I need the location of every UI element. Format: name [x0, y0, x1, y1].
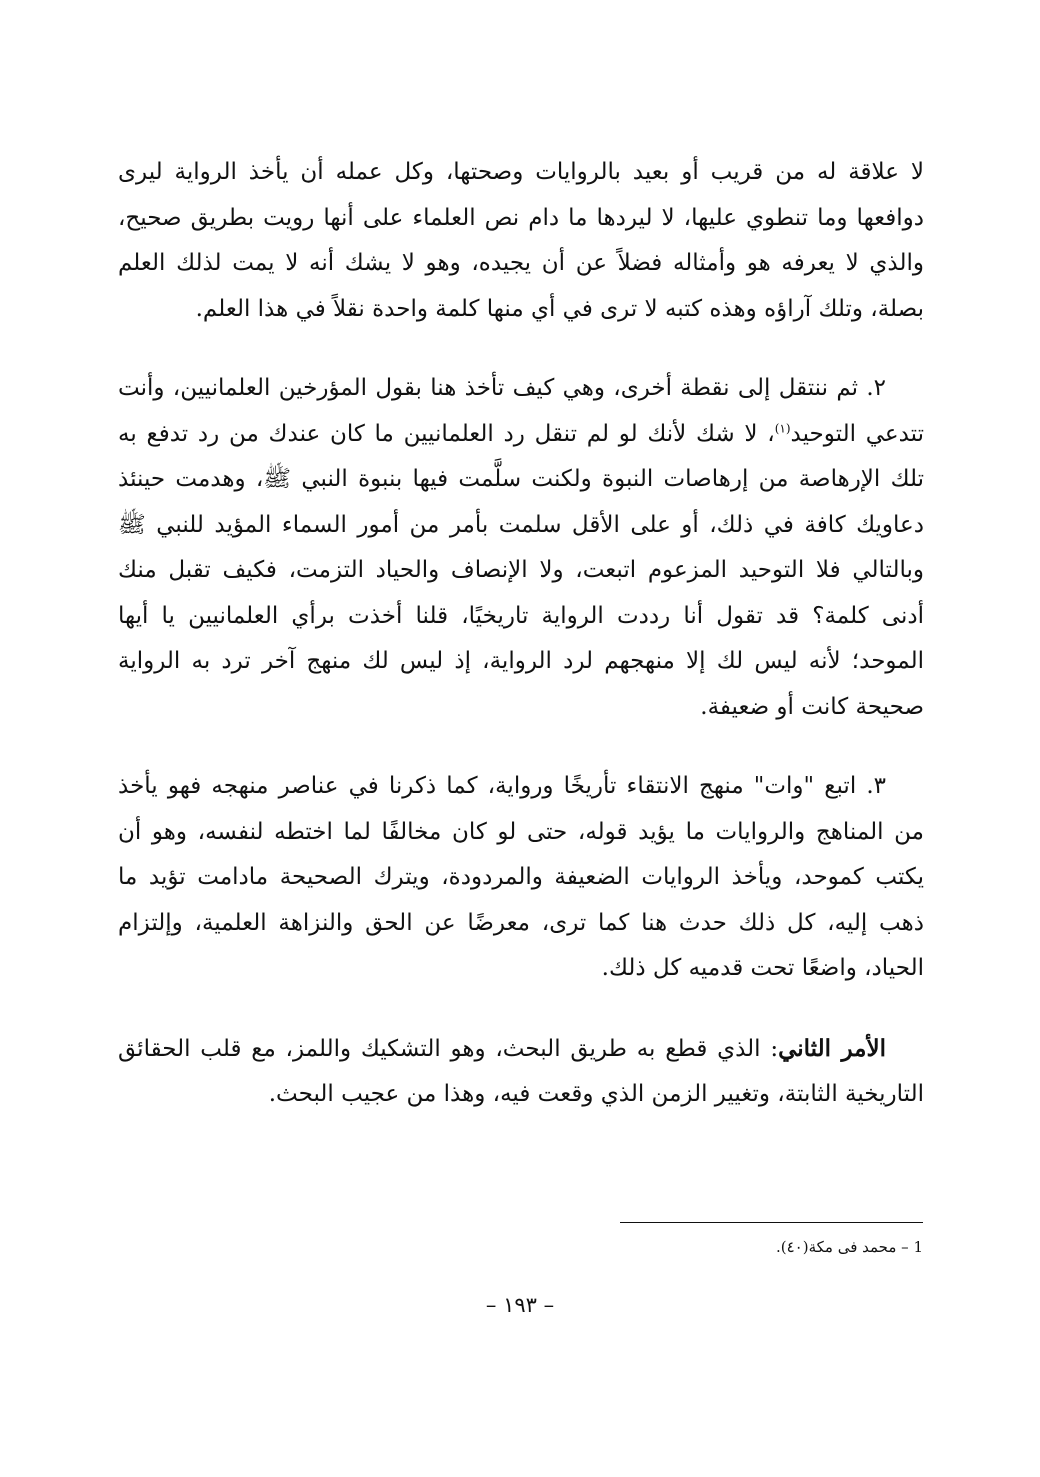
- paragraph-1: [118, 150, 924, 332]
- paragraph-3-text: ٣. اتبع "وات" منهج الانتقاء تأريخًا ورواية، كما ذكرنا في عناصر منهجه فهو يأخذ من المناهج والروايات ما يؤيد قوله، حتى لو كان مخالفًا لما اختطه لنفسه، وهو أن يكتب كموحد، ويأخذ الروايات الضعيفة والمردودة، ويترك الصحيحة مادامت تؤيد ما ذهب إليه، كل ذلك حدث هنا كما ترى، معرضًا عن الحق والنزاهة العلمية، وإلتزام الحياد، واضعًا تحت قدميه كل ذلك.: [118, 773, 924, 981]
- paragraph-4-rest: : الذي قطع به طريق البحث، وهو التشكيك واللمز، مع قلب الحقائق التاريخية الثابتة، وتغيير الزمن الذي وقعت فيه، وهذا من عجيب البحث.: [118, 1035, 924, 1107]
- paragraph-1-text: لا علاقة له من قريب أو بعيد بالروايات وصحتها، وكل عمله أن يأخذ الرواية ليرى دوافعها وما تنطوي عليها، لا ليردها ما دام نص العلماء على أنها رويت بطريق صحيح، والذي لا يعرفه هو وأمثاله فضلاً عن أن يجيده، وهو لا يشك أنه لا يمت لذلك العلم بصلة، وتلك آراؤه وهذه كتبه لا ترى في أي منها كلمة واحدة نقلاً في هذا العلم.: [118, 159, 924, 322]
- footnote: 1 – محمد فى مكة(٤٠).: [775, 1238, 923, 1256]
- paragraph-2-part-b: ، لا شك لأنك لو لم تنقل رد العلمانيين ما كان عندك من رد تدفع به تلك الإرهاصة من إرهاصات النبوة ولكنت سلَّمت فيها بنبوة النبي ﷺ، وهدمت حينئذ دعاويك كافة في ذلك، أو على الأقل سلمت بأمر من أمور السماء المؤيد للنبي ﷺ وبالتالي فلا التوحيد المزعوم اتبعت، ولا الإنصاف والحياد التزمت، فكيف تقبل منك أدنى كلمة؟ قد تقول أنا رددت الرواية تاريخيًا، قلنا أخذت برأي العلمانيين يا أيها الموحد؛ لأنه ليس لك إلا منهجهم لرد الرواية، إذ ليس لك منهج آخر ترد به الرواية صحيحة كانت أو ضعيفة.: [118, 420, 924, 720]
- page-body: [118, 150, 924, 1152]
- paragraph-2-text: [118, 366, 924, 730]
- paragraph-3: [118, 764, 924, 992]
- paragraph-4-heading: الأمر الثاني: [778, 1034, 886, 1062]
- footnote-divider: [620, 1222, 923, 1223]
- paragraph-2: [118, 366, 924, 730]
- paragraph-2-part-a: ٢. ثم ننتقل إلى نقطة أخرى، وهي كيف تأخذ هنا بقول المؤرخين العلمانيين، وأنت تتدعي التوحيد: [118, 375, 925, 447]
- paragraph-4: [118, 1026, 924, 1118]
- footnote-reference[interactable]: (١): [774, 420, 791, 435]
- page-number: – ١٩٣ –: [485, 1293, 555, 1317]
- paragraph-4-text: [118, 1026, 924, 1118]
